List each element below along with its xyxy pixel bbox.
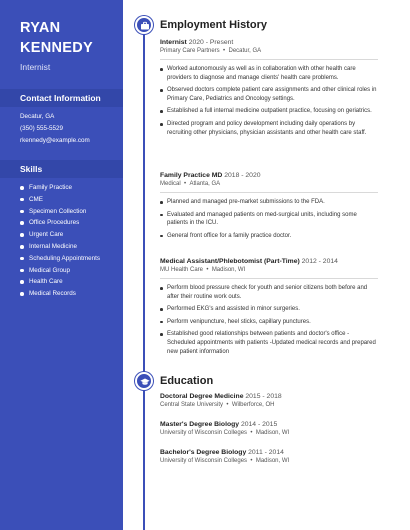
- degree-title: Doctoral Degree Medicine 2015 - 2018: [160, 393, 282, 400]
- skill-item: Urgent Care: [20, 229, 100, 241]
- job-bullet: General front office for a family practice doctor.: [160, 232, 378, 241]
- contact-email: rkennedy@example.com: [20, 137, 90, 144]
- job-title: Medical Assistant/Phlebotomist (Part-Time) 2012 - 2014: [160, 258, 338, 265]
- job-entry: [160, 39, 378, 141]
- job-bullets: [160, 65, 378, 137]
- job-employer: Medical • Atlanta, GA: [160, 181, 221, 187]
- job-bullet: Planned and managed pre-market submissions to the FDA.: [160, 198, 378, 207]
- degree-school: University of Wisconsin Colleges • Madison, WI: [160, 430, 290, 436]
- skill-item: Family Practice: [20, 182, 100, 194]
- job-entry: [160, 258, 378, 360]
- skill-item: Office Procedures: [20, 217, 100, 229]
- skill-item: Medical Records: [20, 288, 100, 300]
- briefcase-icon: [135, 16, 153, 34]
- candidate-role: Internist: [20, 62, 51, 72]
- skill-item: Scheduling Appointments: [20, 253, 100, 265]
- employment-heading: Employment History: [160, 19, 267, 31]
- divider: [160, 59, 378, 60]
- education-entry: [160, 449, 378, 464]
- job-bullet: Established good relationships between patients and doctor's office - Scheduled appointments with patients -Updated medical records and prepared new patient information: [160, 330, 378, 356]
- first-name: RYAN: [20, 20, 61, 36]
- degree-school: Central State University • Wilberforce, OH: [160, 402, 275, 408]
- timeline-line: [143, 24, 145, 530]
- candidate-name: [20, 18, 93, 58]
- degree-school: University of Wisconsin Colleges • Madison, WI: [160, 458, 290, 464]
- degree-title: Master's Degree Biology 2014 - 2015: [160, 421, 278, 428]
- job-bullet: Perform blood pressure check for youth and senior citizens both before and after their routine work outs.: [160, 284, 378, 301]
- job-employer: Primary Care Partners • Decatur, GA: [160, 48, 262, 54]
- last-name: KENNEDY: [20, 40, 93, 56]
- contact-heading: Contact Information: [0, 89, 123, 107]
- skills-heading: Skills: [0, 160, 123, 178]
- skill-item: Medical Group: [20, 265, 100, 277]
- contact-city: Decatur, GA: [20, 113, 55, 120]
- job-title: Family Practice MD 2018 - 2020: [160, 172, 261, 179]
- divider: [160, 192, 378, 193]
- sidebar: [0, 0, 123, 530]
- job-bullet: Directed program and policy development including daily operations by recruiting other physicians, physician assistants and other health care staff.: [160, 120, 378, 137]
- job-title: Internist 2020 - Present: [160, 39, 234, 46]
- education-heading: Education: [160, 375, 214, 387]
- skill-item: Internal Medicine: [20, 241, 100, 253]
- contact-phone: (350) 555-5529: [20, 125, 64, 132]
- skill-item: CME: [20, 194, 100, 206]
- skill-item: Health Care: [20, 276, 100, 288]
- degree-title: Bachelor's Degree Biology 2011 - 2014: [160, 449, 284, 456]
- job-bullets: [160, 284, 378, 356]
- skill-item: Specimen Collection: [20, 206, 100, 218]
- job-bullet: Established a full internal medicine outpatient practice, focusing on geriatrics.: [160, 107, 378, 116]
- divider: [160, 278, 378, 279]
- education-entry: [160, 421, 378, 436]
- job-bullet: Worked autonomously as well as in collaboration with other health care providers to diagnose and manage clients' health care problems.: [160, 65, 378, 82]
- graduation-cap-icon: [135, 372, 153, 390]
- education-entry: [160, 393, 378, 408]
- job-bullets: [160, 198, 378, 240]
- job-bullet: Performed EKG's and assisted in minor surgeries.: [160, 305, 378, 314]
- job-bullet: Perform venipuncture, heel sticks, capillary punctures.: [160, 318, 378, 327]
- skills-list: [20, 182, 100, 300]
- job-employer: MU Health Care • Madison, WI: [160, 267, 246, 273]
- job-bullet: Evaluated and managed patients on med-surgical units, including some patients in the ICU.: [160, 211, 378, 228]
- job-bullet: Observed doctors complete patient care assignments and other clinical roles in Primary Care, Pediatrics and Oncology settings.: [160, 86, 378, 103]
- job-entry: [160, 172, 378, 244]
